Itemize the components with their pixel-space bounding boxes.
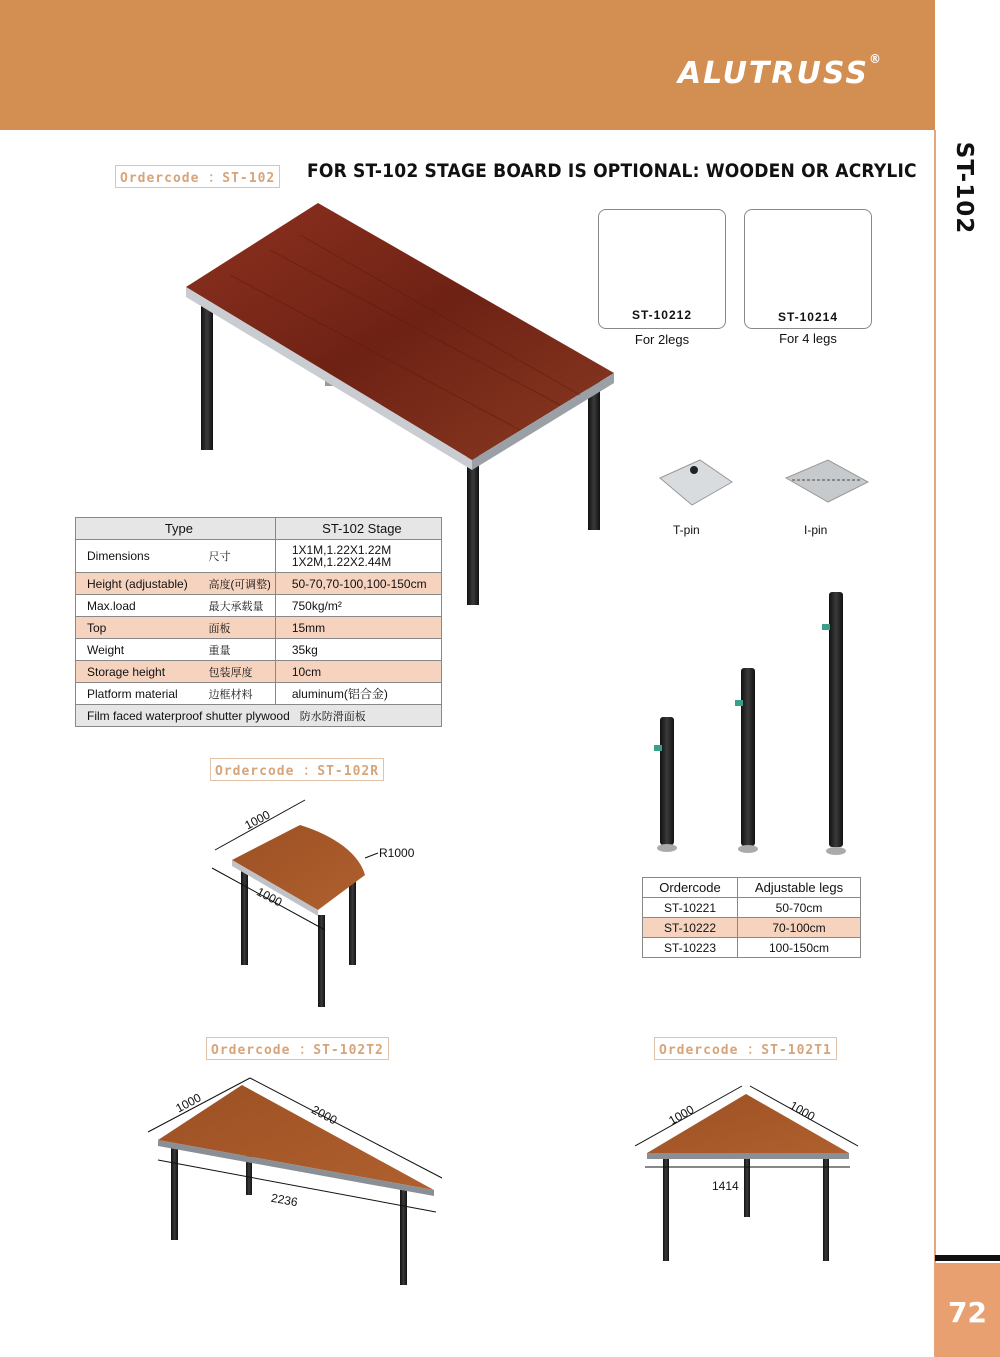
spec-row (76, 617, 442, 639)
legs-row (643, 898, 861, 918)
spec-footer-row (76, 705, 442, 727)
spec-row-label-cn: 重量 (209, 639, 276, 661)
t-pin-caption: T-pin (673, 523, 700, 537)
i-pin-caption: I-pin (804, 523, 828, 537)
spec-header-value: ST-102 Stage (275, 518, 441, 540)
legs-row (643, 938, 861, 958)
ordercode-st102: Ordercode ：ST-102 (115, 165, 280, 188)
legs-table (642, 877, 861, 958)
st102t2-dim-c: 2236 (269, 1190, 299, 1210)
legs-row-range: 100-150cm (738, 938, 861, 958)
spec-row-label-cn: 面板 (209, 617, 276, 639)
spec-row (76, 639, 442, 661)
bracket-st10214-code: ST-10214 (777, 310, 839, 324)
legs-row-code: ST-10223 (643, 938, 738, 958)
spec-row (76, 573, 442, 595)
spec-footer: Film faced waterproof shutter plywood 防水防滑面板 (76, 705, 442, 727)
spec-row-label-cn: 最大承载量 (209, 595, 276, 617)
spec-row (76, 595, 442, 617)
bracket-st10212-caption: For 2legs (634, 332, 690, 347)
legs-row-code: ST-10221 (643, 898, 738, 918)
stage-st102t1-image (635, 1086, 858, 1261)
legs-row-range: 70-100cm (738, 918, 861, 938)
pins-image (660, 460, 868, 505)
bracket-st10212-code: ST-10212 (631, 308, 693, 322)
page-headline: FOR ST-102 STAGE BOARD IS OPTIONAL: WOODEN OR ACRYLIC (307, 160, 917, 182)
st102r-dim-b: 1000 (254, 884, 285, 910)
spec-row-label: Top (76, 617, 209, 639)
legs-row (643, 918, 861, 938)
st102r-radius: R1000 (379, 846, 415, 860)
ordercode-st102r: Ordercode ：ST-102R (210, 758, 384, 781)
spec-row-value: aluminum(铝合金) (275, 683, 441, 705)
spec-row-value: 750kg/m² (275, 595, 441, 617)
spec-header-type: Type (76, 518, 276, 540)
adjustable-legs-image (654, 592, 846, 855)
spec-row-label: Platform material (76, 683, 209, 705)
st102t2-dim-a: 1000 (173, 1090, 204, 1116)
spec-row-value: 15mm (275, 617, 441, 639)
spec-row-value: 1X1M,1.22X1.22M 1X2M,1.22X2.44M (275, 540, 441, 573)
legs-header-legs: Adjustable legs (738, 878, 861, 898)
spec-row-label: Storage height (76, 661, 209, 683)
brand-logo: ALUTRUSS® (677, 52, 883, 91)
spec-row (76, 540, 442, 573)
st102t1-dim-b: 1000 (787, 1098, 818, 1124)
spec-row-value: 10cm (275, 661, 441, 683)
ordercode-st102t1: Ordercode ：ST-102T1 (654, 1037, 837, 1060)
spec-row (76, 661, 442, 683)
legs-header-code: Ordercode (643, 878, 738, 898)
spec-row-label: Weight (76, 639, 209, 661)
spec-row-label: Height (adjustable) (76, 573, 209, 595)
spec-row-label-cn: 高度(可调整) (209, 573, 276, 595)
bracket-st10214-caption: For 4 legs (779, 331, 837, 346)
legs-row-range: 50-70cm (738, 898, 861, 918)
st102t2-dim-b: 2000 (309, 1102, 340, 1128)
spec-row-label-cn: 尺寸 (209, 540, 276, 573)
spec-row-label: Max.load (76, 595, 209, 617)
ordercode-st102t2: Ordercode ：ST-102T2 (206, 1037, 389, 1060)
spec-table (75, 517, 442, 727)
spec-row (76, 683, 442, 705)
st102t1-dim-a: 1000 (666, 1102, 697, 1128)
page-number: 72 (948, 1296, 987, 1329)
st102t1-dim-c: 1414 (712, 1179, 739, 1193)
spec-row-value: 35kg (275, 639, 441, 661)
spec-table-header (76, 518, 442, 540)
stage-st102t2-image (148, 1078, 442, 1285)
stage-st102r-image (212, 800, 378, 1007)
spec-row-label-cn: 边框材料 (209, 683, 276, 705)
st102r-dim-a: 1000 (242, 807, 273, 833)
spec-row-label: Dimensions (76, 540, 209, 573)
side-product-code: ST-102 (951, 141, 977, 235)
spec-row-value: 50-70,70-100,100-150cm (275, 573, 441, 595)
legs-row-code: ST-10222 (643, 918, 738, 938)
legs-table-header (643, 878, 861, 898)
spec-row-label-cn: 包装厚度 (209, 661, 276, 683)
